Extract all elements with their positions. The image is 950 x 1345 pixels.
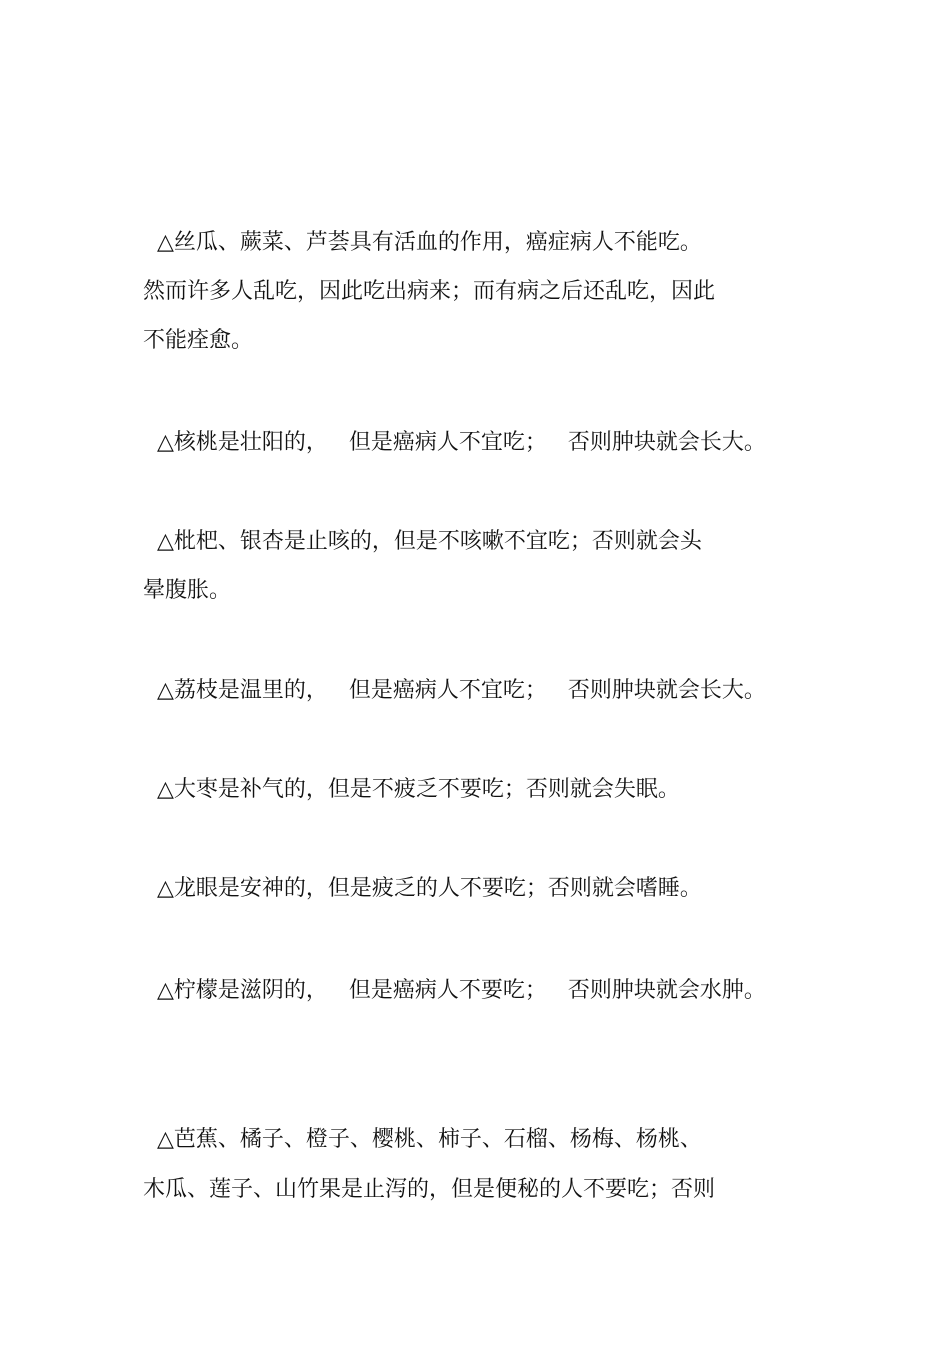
text-line: 然而许多人乱吃，因此吃出病来；而有病之后还乱吃，因此 <box>143 279 716 304</box>
text-line: △龙眼是安神的，但是疲乏的人不要吃；否则就会嗜睡。 <box>143 876 702 901</box>
text-line: 不能痊愈。 <box>143 328 254 353</box>
text-line: 晕腹胀。 <box>143 578 232 603</box>
text-line: △核桃是壮阳的， 但是癌病人不宜吃； 否则肿块就会长大。 <box>143 430 766 455</box>
text-line: △荔枝是温里的， 但是癌病人不宜吃； 否则肿块就会长大。 <box>143 678 766 703</box>
text-line: △芭蕉、橘子、橙子、樱桃、柿子、石榴、杨梅、杨桃、 <box>143 1127 702 1152</box>
text-line: △枇杷、银杏是止咳的，但是不咳嗽不宜吃；否则就会头 <box>143 529 702 554</box>
text-line: △柠檬是滋阴的， 但是癌病人不要吃； 否则肿块就会水肿。 <box>143 978 766 1003</box>
text-line: △丝瓜、蕨菜、芦荟具有活血的作用，癌症病人不能吃。 <box>143 230 702 255</box>
text-line: 木瓜、莲子、山竹果是止泻的，但是便秘的人不要吃；否则 <box>143 1177 716 1202</box>
text-line: △大枣是补气的，但是不疲乏不要吃；否则就会失眠。 <box>143 777 680 802</box>
